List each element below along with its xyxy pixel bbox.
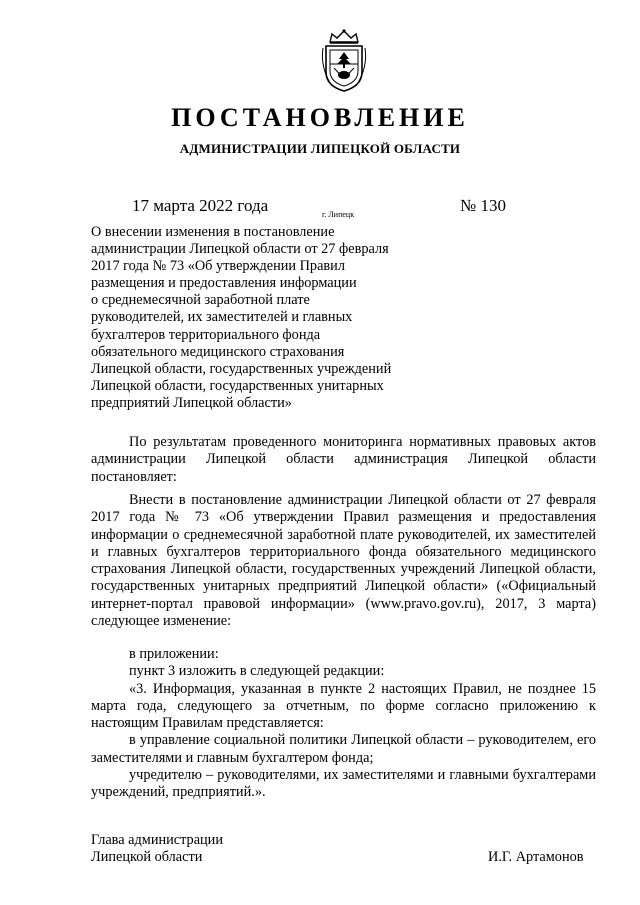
signatory-position-line: Глава администрации (91, 832, 223, 848)
amendment-item: в управление социальной политики Липецкой области – руководителем, его заместителями и главным бухгалтером фонда; (91, 732, 596, 766)
main-block (91, 492, 596, 630)
main-paragraph: Внести в постановление администрации Липецкой области от 27 февраля 2017 года № 73 «Об утверждении Правил размещения и предоставления информации о среднемесячной заработной плате руководителей, их заместителей и главных бухгалтеров территориального фонда обязательного медицинского страхования Липецкой области, государственных учреждений Липецкой области, государственных унитарных предприятий Липецкой области» («Официальный интернет-портал правовой информации» (www.pravo.gov.ru), 2017, 3 марта) следующее изменение: (91, 492, 596, 630)
preamble-block (91, 434, 596, 486)
document-number: № 130 (460, 196, 506, 215)
subject-line: О внесении изменения в постановление (91, 224, 335, 240)
subject-line: обязательного медицинского страхования (91, 343, 345, 360)
amendment-item: пункт 3 изложить в следующей редакции: (129, 663, 385, 680)
document-title: ПОСТАНОВЛЕНИЕ (171, 103, 469, 132)
subject-line: Липецкой области, государственных учреждений (91, 360, 392, 377)
preamble-paragraph: По результатам проведенного мониторинга нормативных правовых актов администрации Липецкой области администрация Липецкой области постановляет: (91, 434, 596, 485)
subject-line: администрации Липецкой области от 27 февраля (91, 241, 389, 258)
amendment-item: «3. Информация, указанная в пункте 2 настоящих Правил, не позднее 15 марта года, следующего за отчетным, по форме согласно приложению к настоящим Правилам представляется: (91, 680, 596, 732)
document-issuer: АДМИНИСТРАЦИИ ЛИПЕЦКОЙ ОБЛАСТИ (179, 141, 461, 156)
subject-line: размещения и предоставления информации (91, 275, 357, 292)
document-subject (91, 224, 431, 412)
subject-line: руководителей, их заместителей и главных (91, 309, 353, 326)
subject-line: Липецкой области, государственных унитарных (91, 377, 384, 394)
signatory-name: И.Г. Артамонов (488, 849, 584, 865)
subject-line: 2017 года № 73 «Об утверждении Правил (91, 258, 345, 275)
amendment-block (91, 646, 596, 802)
document-date: 17 марта 2022 года (132, 196, 269, 215)
subject-line: о среднемесячной заработной плате (91, 292, 310, 309)
signatory-position (91, 832, 223, 867)
signatory-position-line: Липецкой области (91, 849, 203, 866)
document-city: г. Липецк (322, 210, 355, 219)
amendment-item: в приложении: (129, 646, 219, 662)
subject-line: предприятий Липецкой области» (91, 394, 292, 411)
subject-line: бухгалтеров территориального фонда (91, 326, 321, 343)
coat-of-arms-emblem (318, 28, 370, 94)
amendment-item: учредителю – руководителями, их заместителями и главными бухгалтерами учреждений, предприятий.». (91, 767, 596, 801)
